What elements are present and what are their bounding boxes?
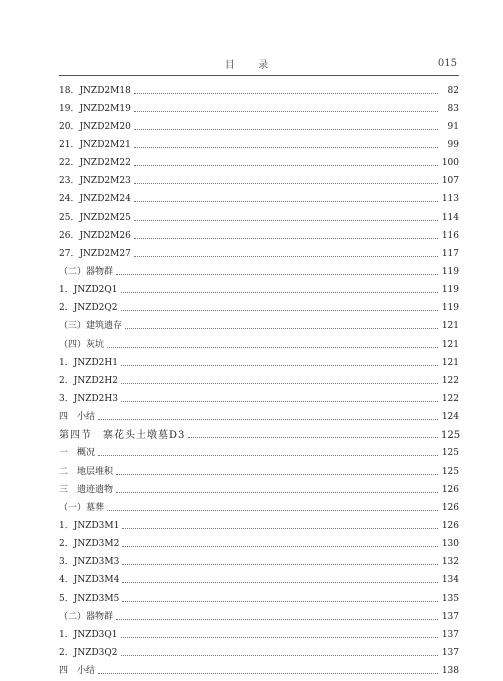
toc-entry-page: 130: [441, 539, 459, 550]
toc-entry-label: 1．JNZD3Q1: [59, 629, 118, 640]
dot-leader: [116, 474, 438, 475]
toc-entry[interactable]: [59, 136, 459, 154]
toc-entry-label: 3．JNZD2H3: [59, 393, 118, 404]
toc-entry-page: 117: [441, 248, 459, 259]
toc-entry-label: （四）灰坑: [59, 339, 105, 350]
page-title: 目 录: [224, 60, 279, 71]
toc-entry-label: 四 小结: [59, 412, 96, 423]
dot-leader: [134, 147, 438, 148]
dot-leader: [116, 619, 438, 620]
toc-entry-label: 1．JNZD2Q1: [59, 285, 118, 296]
toc-entry-page: 113: [441, 194, 459, 205]
toc-entry-page: 138: [441, 666, 459, 677]
toc-entry-page: 125: [441, 448, 459, 459]
toc-entry[interactable]: [59, 372, 459, 390]
dot-leader: [98, 419, 438, 420]
toc-entry-page: 107: [441, 176, 459, 187]
dot-leader: [116, 492, 438, 493]
toc-entry[interactable]: [59, 499, 459, 517]
toc-entry[interactable]: [59, 82, 459, 100]
toc-entry-label: 4．JNZD3M4: [59, 575, 120, 586]
dot-leader: [121, 655, 438, 656]
dot-leader: [188, 437, 438, 438]
dot-leader: [125, 328, 438, 329]
toc-entry-page: 122: [441, 375, 459, 386]
dot-leader: [134, 111, 438, 112]
dot-leader: [134, 201, 438, 202]
toc-entry-label: 26．JNZD2M26: [59, 230, 131, 241]
dot-leader: [122, 564, 438, 565]
toc-entry-label: 5．JNZD3M5: [59, 593, 120, 604]
toc-entry[interactable]: [59, 263, 459, 281]
toc-entry-page: 134: [441, 575, 459, 586]
toc-entry[interactable]: [59, 663, 459, 681]
toc-entry-page: 119: [441, 285, 459, 296]
toc-entry-label: 1．JNZD2H1: [59, 357, 118, 368]
toc-entry[interactable]: [59, 572, 459, 590]
toc-entry[interactable]: [59, 644, 459, 662]
toc-entry-label: 第四节 寨花头土墩墓D3: [59, 429, 186, 441]
toc-entry[interactable]: [59, 409, 459, 427]
toc-entry[interactable]: [59, 173, 459, 191]
toc-entry-page: 119: [441, 266, 459, 277]
toc-entry-page: 83: [447, 103, 459, 114]
toc-entry-page: 121: [441, 321, 459, 332]
toc-entry-label: （三）建筑遗存: [59, 321, 123, 332]
dot-leader: [107, 510, 438, 511]
dot-leader: [134, 165, 438, 166]
dot-leader: [121, 365, 438, 366]
dot-leader: [134, 256, 438, 257]
toc-entry-label: 2．JNZD3M2: [59, 539, 120, 550]
toc-entry-label: 2．JNZD2H2: [59, 375, 118, 386]
toc-entry[interactable]: [59, 390, 459, 408]
dot-leader: [134, 129, 438, 130]
toc-entry-label: 24．JNZD2M24: [59, 194, 131, 205]
toc-entry-page: 119: [441, 303, 459, 314]
toc-entry[interactable]: [59, 191, 459, 209]
toc-entry[interactable]: [59, 100, 459, 118]
toc-entry-label: （二）器物群: [59, 611, 114, 622]
dot-leader: [121, 383, 438, 384]
toc-entry-page: 126: [441, 484, 459, 495]
dot-leader: [134, 93, 438, 94]
dot-leader: [98, 673, 438, 674]
toc-entry[interactable]: [59, 626, 459, 644]
toc-entry[interactable]: [59, 336, 459, 354]
toc-entry-page: 125: [441, 466, 459, 477]
toc-entry-label: 21．JNZD2M21: [59, 139, 131, 150]
toc-entry[interactable]: [59, 536, 459, 554]
toc-entry[interactable]: [59, 445, 459, 463]
toc-entry-page: 100: [441, 158, 459, 169]
dot-leader: [134, 220, 438, 221]
toc-entry-page: 116: [441, 230, 459, 241]
dot-leader: [121, 401, 438, 402]
toc-entry[interactable]: [59, 245, 459, 263]
toc-entry-page: 122: [441, 393, 459, 404]
toc-entry-label: 2．JNZD2Q2: [59, 303, 118, 314]
toc-entry-label: 2．JNZD3Q2: [59, 647, 118, 658]
toc-entry-label: 23．JNZD2M23: [59, 176, 131, 187]
toc-section-heading[interactable]: [59, 427, 459, 445]
dot-leader: [98, 455, 438, 456]
table-of-contents: [59, 82, 459, 681]
toc-entry[interactable]: [59, 354, 459, 372]
toc-entry-page: 137: [441, 629, 459, 640]
dot-leader: [134, 238, 438, 239]
toc-entry[interactable]: [59, 209, 459, 227]
toc-entry-page: 135: [441, 593, 459, 604]
toc-entry-page: 114: [441, 212, 459, 223]
toc-entry-label: 27．JNZD2M27: [59, 248, 131, 259]
dot-leader: [121, 637, 438, 638]
page-number: 015: [437, 58, 457, 69]
toc-entry-label: 四 小结: [59, 666, 96, 677]
dot-leader: [121, 310, 438, 311]
toc-entry[interactable]: [59, 608, 459, 626]
dot-leader: [122, 528, 438, 529]
toc-entry-page: 82: [447, 85, 459, 96]
toc-entry[interactable]: [59, 227, 459, 245]
toc-entry[interactable]: [59, 300, 459, 318]
toc-entry-label: 3．JNZD3M3: [59, 557, 120, 568]
toc-entry-label: 1．JNZD3M1: [59, 520, 120, 531]
toc-entry-label: 三 遗迹遗物: [59, 484, 114, 495]
toc-entry-label: 一 概况: [59, 448, 96, 459]
toc-entry[interactable]: [59, 517, 459, 535]
toc-entry[interactable]: [59, 318, 459, 336]
toc-entry-page: 124: [441, 412, 459, 423]
toc-entry-label: 二 地层堆积: [59, 466, 114, 477]
page-header: [0, 0, 503, 80]
toc-entry-page: 137: [441, 647, 459, 658]
toc-entry[interactable]: [59, 463, 459, 481]
toc-entry-page: 91: [447, 121, 459, 132]
dot-leader: [134, 183, 438, 184]
toc-entry-label: 18．JNZD2M18: [59, 85, 131, 96]
toc-entry-page: 121: [441, 357, 459, 368]
toc-entry-label: （一）墓葬: [59, 502, 105, 513]
toc-entry[interactable]: [59, 282, 459, 300]
dot-leader: [122, 546, 438, 547]
toc-entry-page: 132: [441, 557, 459, 568]
dot-leader: [122, 582, 438, 583]
toc-entry-page: 137: [441, 611, 459, 622]
dot-leader: [116, 274, 438, 275]
toc-entry-page: 126: [441, 520, 459, 531]
header-divider: [59, 75, 459, 76]
toc-entry[interactable]: [59, 481, 459, 499]
dot-leader: [107, 347, 438, 348]
toc-entry-label: （二）器物群: [59, 266, 114, 277]
dot-leader: [121, 292, 438, 293]
toc-entry-page: 121: [441, 339, 459, 350]
toc-entry-label: 22．JNZD2M22: [59, 158, 131, 169]
toc-entry-label: 19．JNZD2M19: [59, 103, 131, 114]
toc-entry-page: 125: [441, 429, 461, 441]
toc-entry-page: 99: [447, 139, 459, 150]
toc-entry[interactable]: [59, 554, 459, 572]
toc-entry-label: 20．JNZD2M20: [59, 121, 131, 132]
toc-entry-page: 126: [441, 502, 459, 513]
toc-entry[interactable]: [59, 590, 459, 608]
toc-entry[interactable]: [59, 118, 459, 136]
dot-leader: [122, 601, 438, 602]
toc-entry-label: 25．JNZD2M25: [59, 212, 131, 223]
toc-entry[interactable]: [59, 155, 459, 173]
